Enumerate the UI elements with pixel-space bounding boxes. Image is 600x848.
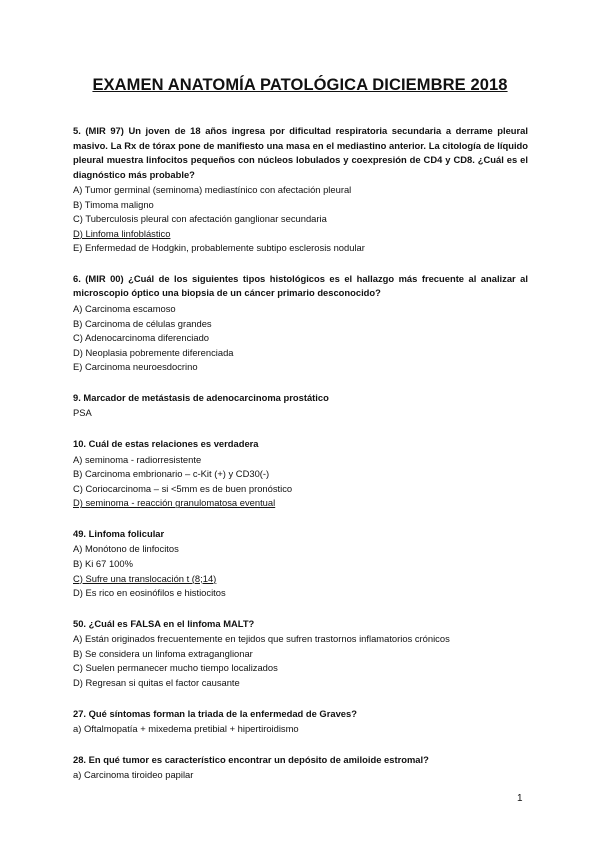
answer-option: D) Es rico en eosinófilos e histiocitos (73, 587, 226, 599)
question-27 (73, 707, 528, 737)
answer-option: B) Se considera un linfoma extraganglionar (73, 647, 253, 659)
answer-option: C) Coriocarcinoma – si <5mm es de buen pronóstico (73, 482, 293, 494)
question-stem: 28. En qué tumor es característico encontrar un depósito de amiloide estromal? (73, 753, 429, 765)
answer-option: A) seminoma - radiorresistente (73, 453, 202, 465)
answer-option: A) Monótono de linfocitos (73, 543, 179, 555)
answer-option: C) Suelen permanecer mucho tiempo localizados (73, 662, 278, 674)
question-stem: 10. Cuál de estas relaciones es verdadera (73, 438, 259, 450)
question-9 (73, 391, 528, 421)
question-49 (73, 527, 528, 601)
answer-option: A) Tumor germinal (seminoma) mediastínico con afectación pleural (73, 184, 352, 195)
question-stem: 27. Qué síntomas forman la triada de la enfermedad de Graves? (73, 707, 357, 719)
question-stem: 6. (MIR 00) ¿Cuál de los siguientes tipos histológicos es el hallazgo más frecuente al analizar al microscopio óptico una biopsia de un cáncer primario desconocido? (73, 272, 528, 299)
question-list (73, 124, 528, 799)
answer-option: B) Ki 67 100% (73, 558, 133, 569)
answer-option: B) Carcinoma embrionario – c-Kit (+) y CD30(-) (73, 468, 270, 480)
question-stem: 9. Marcador de metástasis de adenocarcinoma prostático (73, 391, 329, 403)
answer-text: a) Carcinoma tiroideo papilar (73, 769, 194, 781)
correct-answer-option: D) Linfoma linfoblástico (73, 227, 171, 239)
question-28 (73, 753, 528, 783)
page-number: 1 (517, 793, 523, 804)
question-5 (73, 124, 528, 256)
answer-option: C) Tuberculosis pleural con afectación ganglionar secundaria (73, 213, 327, 225)
answer-option: D) Regresan si quitas el factor causante (73, 677, 240, 689)
question-stem: 50. ¿Cuál es FALSA en el linfoma MALT? (73, 617, 255, 629)
answer-option: B) Timoma maligno (73, 198, 154, 210)
question-stem: 5. (MIR 97) Un joven de 18 años ingresa por dificultad respiratoria secundaria a derrame pleural masivo. La Rx de tórax pone de manifiesto una masa en el mediastino anterior. La citología de líquido pleural muestra linfocitos pequeños con núcleos lobulados y coexpresión de CD4 y CD8. ¿Cuál es el diagnóstico más probable? (73, 125, 528, 180)
question-50 (73, 617, 528, 691)
question-10 (73, 437, 528, 511)
answer-option: E) Enfermedad de Hodgkin, probablemente subtipo esclerosis nodular (73, 242, 365, 254)
question-6 (73, 272, 528, 375)
answer-text: PSA (73, 407, 92, 419)
document-title: EXAMEN ANATOMÍA PATOLÓGICA DICIEMBRE 2018 (92, 76, 508, 94)
answer-option: A) Carcinoma escamoso (73, 302, 176, 314)
correct-answer-option: C) Sufre una translocación t (8;14) (73, 572, 217, 584)
answer-option: C) Adenocarcinoma diferenciado (73, 332, 210, 344)
correct-answer-option: D) seminoma - reacción granulomatosa eventual (73, 497, 276, 509)
answer-option: A) Están originados frecuentemente en tejidos que sufren trastornos inflamatorios crónicos (73, 633, 450, 645)
question-stem: 49. Linfoma folicular (73, 527, 165, 539)
answer-text: a) Oftalmopatía + mixedema pretibial + hipertiroidismo (73, 723, 299, 735)
answer-option: D) Neoplasia pobremente diferenciada (73, 346, 234, 358)
answer-option: B) Carcinoma de células grandes (73, 317, 212, 329)
answer-option: E) Carcinoma neuroesdocrino (73, 361, 198, 373)
